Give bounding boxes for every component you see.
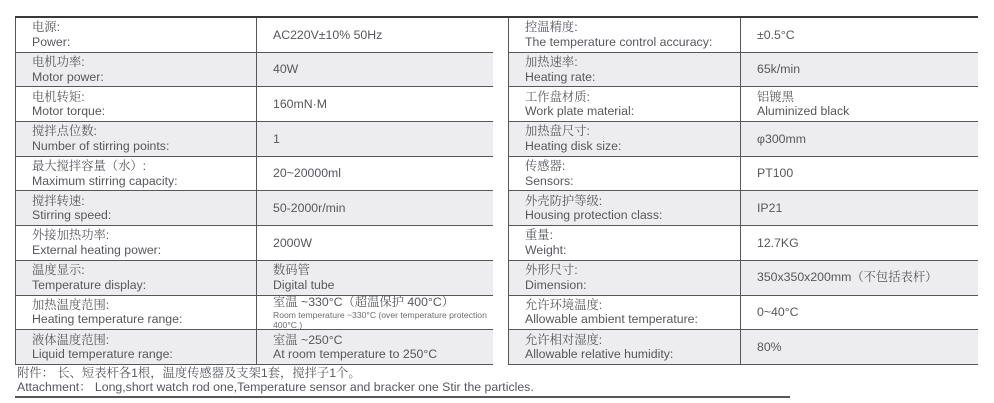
spec-label-zh: 工作盘材质: — [525, 89, 590, 104]
spec-row — [509, 157, 978, 192]
spec-label-en: Heating rate: — [525, 69, 596, 84]
spec-value-line: 40W — [273, 62, 299, 77]
spec-value-line: At room temperature to 250°C — [273, 347, 438, 362]
spec-label-zh: 重量: — [525, 228, 554, 243]
spec-label-en: Work plate material: — [525, 104, 635, 119]
spec-label — [16, 191, 257, 225]
spec-value-line: 65k/min — [757, 62, 801, 77]
spec-value — [741, 330, 978, 364]
spec-label-en: Weight: — [525, 242, 567, 257]
spec-value — [741, 226, 978, 260]
spec-value-line: AC220V±10% 50Hz — [273, 27, 383, 42]
spec-label-en: Temperature display: — [32, 277, 147, 292]
spec-value — [257, 53, 493, 87]
spec-row — [509, 87, 978, 122]
spec-label — [509, 330, 741, 364]
spec-table-left — [15, 18, 493, 365]
spec-row — [16, 330, 493, 365]
spec-value — [741, 157, 978, 191]
spec-label — [16, 330, 257, 364]
spec-label — [16, 18, 257, 52]
spec-value-line: φ300mm — [757, 131, 806, 146]
spec-row — [509, 18, 978, 53]
spec-label-en: Motor torque: — [32, 104, 106, 119]
spec-label-zh: 液体温度范围: — [32, 332, 110, 347]
spec-row — [16, 87, 493, 122]
spec-label-zh: 最大搅拌容量（水）: — [32, 159, 147, 174]
spec-row — [509, 330, 978, 365]
spec-label-en: Number of stirring points: — [32, 138, 170, 153]
spec-label-zh: 控温精度: — [525, 20, 578, 35]
spec-label — [509, 122, 741, 156]
spec-value-line: Aluminized black — [757, 104, 850, 119]
spec-label — [509, 53, 741, 87]
spec-label-zh: 电机转矩: — [32, 89, 85, 104]
spec-label-en: Allowable ambient temperature: — [525, 312, 698, 327]
spec-label-en: Stirring speed: — [32, 208, 112, 223]
spec-value-line: 12.7KG — [757, 235, 799, 250]
spec-value-line: 80% — [757, 339, 782, 354]
spec-value-line: 2000W — [273, 235, 312, 250]
spec-label — [16, 157, 257, 191]
spec-label — [16, 87, 257, 121]
spec-value-line: 350x350x200mm（不包括表杆） — [757, 270, 938, 285]
spec-label-zh: 加热盘尺寸: — [525, 124, 590, 139]
spec-label-zh: 电源: — [32, 20, 61, 35]
spec-label — [509, 157, 741, 191]
spec-label-zh: 搅拌转速: — [32, 193, 85, 208]
spec-value — [741, 87, 978, 121]
spec-label — [509, 18, 741, 52]
spec-value-line: 1 — [273, 131, 280, 146]
spec-label-zh: 外壳防护等级: — [525, 193, 603, 208]
spec-value — [741, 191, 978, 225]
spec-label — [509, 261, 741, 295]
spec-value — [257, 261, 493, 295]
attachment-note — [17, 367, 977, 395]
spec-row — [16, 122, 493, 157]
spec-value-line: Digital tube — [273, 277, 335, 292]
spec-row — [16, 53, 493, 88]
spec-value — [257, 157, 493, 191]
attachment-note-zh: 附件： 长、短表杆各1根，温度传感器及支架1套，搅拌子1个。 — [17, 366, 361, 380]
spec-label-zh: 外形尺寸: — [525, 263, 578, 278]
spec-value-line-small: Room temperature ~330°C (over temperature protection 400°C ) — [273, 309, 487, 330]
spec-label-en: Sensors: — [525, 173, 574, 188]
spec-label — [16, 261, 257, 295]
spec-row — [16, 226, 493, 261]
spec-value — [257, 296, 493, 330]
spec-value — [257, 87, 493, 121]
spec-label-en: Maximum stirring capacity: — [32, 173, 178, 188]
spec-value-line: PT100 — [757, 166, 794, 181]
spec-value-line: 0~40°C — [757, 305, 799, 320]
spec-label-en: Allowable relative humidity: — [525, 347, 674, 362]
spec-label-en: Power: — [32, 34, 71, 49]
spec-label-zh: 加热温度范围: — [32, 297, 110, 312]
spec-row — [509, 261, 978, 296]
spec-label — [16, 122, 257, 156]
spec-value — [741, 18, 978, 52]
spec-label-en: Housing protection class: — [525, 208, 663, 223]
spec-label-zh: 传感器: — [525, 159, 566, 174]
spec-label — [509, 226, 741, 260]
spec-label-en: Motor power: — [32, 69, 104, 84]
spec-label-en: Liquid temperature range: — [32, 347, 173, 362]
attachment-note-en: Attachment： Long,short watch rod one,Temperature sensor and bracker one Stir the particles. — [17, 379, 534, 394]
spec-label — [16, 296, 257, 330]
spec-label — [509, 296, 741, 330]
spec-value — [741, 261, 978, 295]
spec-label-en: Heating temperature range: — [32, 312, 183, 327]
spec-label-zh: 外接加热功率: — [32, 228, 110, 243]
spec-value — [257, 226, 493, 260]
footer-bottom-rule — [15, 396, 790, 398]
spec-row — [16, 296, 493, 331]
spec-value-line: 室温 ~250°C — [273, 332, 343, 347]
spec-label — [509, 191, 741, 225]
spec-value-line: 室温 ~330°C（超温保护 400°C） — [273, 295, 455, 310]
spec-value-line: 20~20000ml — [273, 166, 342, 181]
spec-value — [741, 53, 978, 87]
spec-value-line: 铝镀黑 — [757, 89, 794, 104]
spec-value-line: 数码管 — [273, 263, 310, 278]
spec-row — [509, 191, 978, 226]
spec-row — [16, 18, 493, 53]
spec-label-zh: 允许环境温度: — [525, 297, 603, 312]
spec-label — [16, 53, 257, 87]
spec-row — [16, 157, 493, 192]
spec-value-line: ±0.5°C — [757, 27, 795, 42]
spec-table-right — [508, 18, 978, 365]
spec-label-en: The temperature control accuracy: — [525, 34, 713, 49]
spec-row — [509, 296, 978, 331]
spec-value-line: 50-2000r/min — [273, 201, 346, 216]
spec-row — [509, 53, 978, 88]
spec-label — [16, 226, 257, 260]
spec-value — [257, 330, 493, 364]
spec-label — [509, 87, 741, 121]
spec-value — [257, 122, 493, 156]
spec-label-zh: 电机功率: — [32, 55, 85, 70]
spec-label-en: Heating disk size: — [525, 138, 622, 153]
spec-row — [16, 261, 493, 296]
spec-label-zh: 允许相对湿度: — [525, 332, 603, 347]
spec-value — [257, 191, 493, 225]
spec-value — [257, 18, 493, 52]
spec-value — [741, 122, 978, 156]
spec-label-en: Dimension: — [525, 277, 587, 292]
spec-row — [509, 226, 978, 261]
spec-label-en: External heating power: — [32, 242, 162, 257]
spec-value-line: IP21 — [757, 201, 783, 216]
spec-value — [741, 296, 978, 330]
spec-label-zh: 搅拌点位数: — [32, 124, 97, 139]
spec-row — [16, 191, 493, 226]
spec-label-zh: 加热速率: — [525, 55, 578, 70]
spec-label-zh: 温度显示: — [32, 263, 85, 278]
spec-row — [509, 122, 978, 157]
spec-value-line: 160mN·M — [273, 96, 327, 111]
